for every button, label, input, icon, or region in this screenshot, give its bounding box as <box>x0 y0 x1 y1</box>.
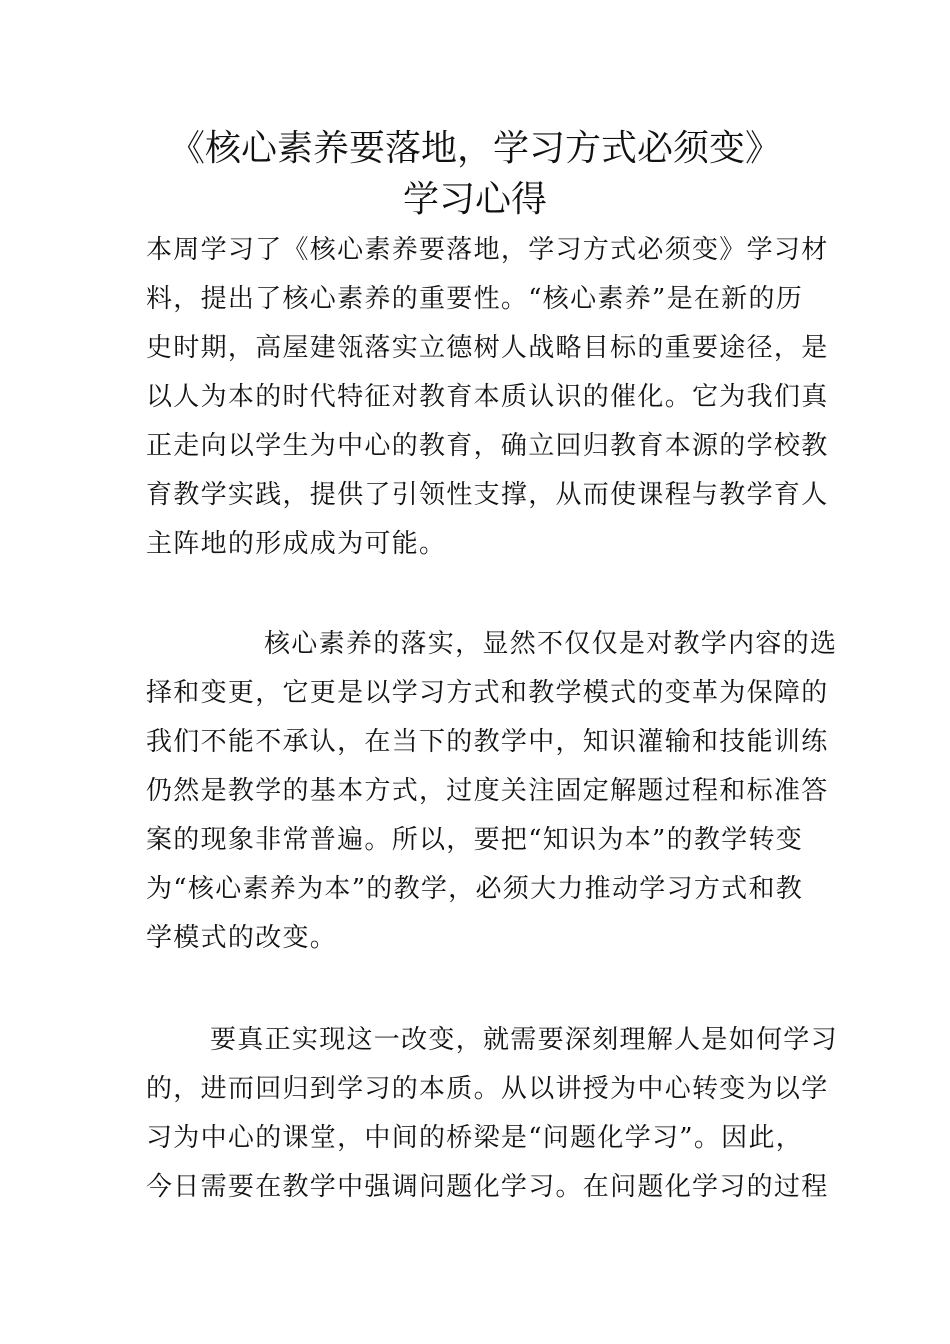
text-line: 今日需要在教学中强调问题化学习。在问题化学习的过程 <box>146 1172 829 1202</box>
text-line: 育教学实践，提供了引领性支撑，从而使课程与教学育人 <box>146 480 829 510</box>
paragraph-3 <box>146 1016 838 1212</box>
text-line: 仍然是教学的基本方式，过度关注固定解题过程和标准答 <box>146 776 829 806</box>
text-line: 习为中心的课堂，中间的桥梁是“问题化学习”。因此， <box>146 1123 804 1153</box>
text-line: 学模式的改变。 <box>146 923 338 953</box>
text-line: 史时期，高屋建瓴落实立德树人战略目标的重要途径，是 <box>146 333 829 363</box>
text-line: 的，进而回归到学习的本质。从以讲授为中心转变为以学 <box>146 1074 829 1104</box>
text-line: 以人为本的时代特征对教育本质认识的催化。它为我们真 <box>146 382 829 412</box>
document-subtitle: 学习心得 <box>402 179 547 220</box>
text-line: 主阵地的形成成为可能。 <box>146 529 447 559</box>
text-line: 本周学习了《核心素养要落地，学习方式必须变》学习材 <box>146 235 829 265</box>
text-line: 料，提出了核心素养的重要性。“核心素养”是在新的历 <box>146 284 804 314</box>
text-line: 为“核心素养为本”的教学，必须大力推动学习方式和教 <box>146 874 804 904</box>
paragraph-1 <box>146 226 829 569</box>
paragraph-2 <box>146 620 838 963</box>
text-line: 我们不能不承认，在当下的教学中，知识灌输和技能训练 <box>146 727 829 757</box>
text-line: 案的现象非常普遍。所以，要把“知识为本”的教学转变 <box>146 825 804 855</box>
document-title: 《核心素养要落地，学习方式必须变》 <box>168 128 781 169</box>
text-line: 核心素养的落实，显然不仅仅是对教学内容的选 <box>264 629 838 659</box>
text-line: 择和变更，它更是以学习方式和教学模式的变革为保障的 <box>146 678 829 708</box>
text-line: 正走向以学生为中心的教育，确立回归教育本源的学校教 <box>146 431 829 461</box>
text-line: 要真正实现这一改变，就需要深刻理解人是如何学习 <box>210 1025 838 1055</box>
